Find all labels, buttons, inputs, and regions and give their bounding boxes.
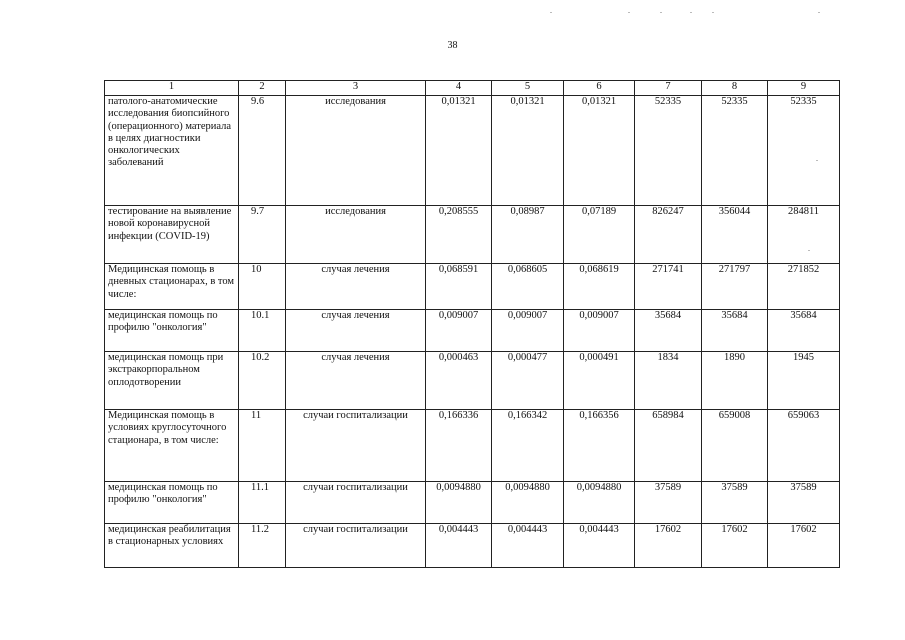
value-cell: 826247	[635, 206, 702, 264]
value-cell: 659063	[768, 410, 840, 482]
header-row	[105, 81, 840, 96]
value-cell: 0,009007	[564, 310, 635, 352]
value-cell: 0,07189	[564, 206, 635, 264]
scan-speck	[628, 12, 630, 13]
value-cell: 0,01321	[426, 96, 492, 206]
scan-speck	[816, 160, 818, 161]
column-header: 3	[286, 81, 426, 96]
value-cell: 284811	[768, 206, 840, 264]
row-code-cell: 11	[239, 410, 286, 482]
row-unit-cell: случаи госпитализации	[286, 410, 426, 482]
value-cell: 0,01321	[564, 96, 635, 206]
table-row	[105, 96, 840, 206]
value-cell: 0,01321	[492, 96, 564, 206]
value-cell: 0,068591	[426, 264, 492, 310]
value-cell: 17602	[702, 524, 768, 568]
value-cell: 52335	[702, 96, 768, 206]
value-cell: 0,0094880	[492, 482, 564, 524]
value-cell: 0,009007	[492, 310, 564, 352]
row-name-cell: медицинская реабилитация в стационарных условиях	[105, 524, 239, 568]
value-cell: 35684	[768, 310, 840, 352]
value-cell: 0,009007	[426, 310, 492, 352]
value-cell: 658984	[635, 410, 702, 482]
row-code-cell: 9.6	[239, 96, 286, 206]
value-cell: 271797	[702, 264, 768, 310]
column-header: 7	[635, 81, 702, 96]
value-cell: 0,004443	[426, 524, 492, 568]
row-unit-cell: случаи госпитализации	[286, 524, 426, 568]
row-code-cell: 10.2	[239, 352, 286, 410]
row-name-cell: патолого-анатомические исследования биопсийного (операционного) материала в целях диагностики онкологических заболеваний	[105, 96, 239, 206]
row-unit-cell: случаи госпитализации	[286, 482, 426, 524]
row-name-cell: Медицинская помощь в дневных стационарах, в том числе:	[105, 264, 239, 310]
row-unit-cell: случая лечения	[286, 310, 426, 352]
value-cell: 0,004443	[492, 524, 564, 568]
row-code-cell: 10	[239, 264, 286, 310]
table-row	[105, 410, 840, 482]
table-row	[105, 352, 840, 410]
value-cell: 0,166336	[426, 410, 492, 482]
column-header: 8	[702, 81, 768, 96]
column-header: 9	[768, 81, 840, 96]
value-cell: 0,166342	[492, 410, 564, 482]
row-unit-cell: исследования	[286, 206, 426, 264]
table-row	[105, 482, 840, 524]
row-unit-cell: исследования	[286, 96, 426, 206]
scan-speck	[550, 12, 552, 13]
table-row	[105, 524, 840, 568]
page-number: 38	[447, 40, 458, 51]
row-name-cell: медицинская помощь при экстракорпоральном оплодотворении	[105, 352, 239, 410]
value-cell: 1890	[702, 352, 768, 410]
value-cell: 0,208555	[426, 206, 492, 264]
value-cell: 17602	[635, 524, 702, 568]
value-cell: 37589	[768, 482, 840, 524]
column-header: 5	[492, 81, 564, 96]
row-name-cell: медицинская помощь по профилю "онкология"	[105, 310, 239, 352]
value-cell: 0,068619	[564, 264, 635, 310]
value-cell: 52335	[768, 96, 840, 206]
value-cell: 0,08987	[492, 206, 564, 264]
row-code-cell: 9.7	[239, 206, 286, 264]
scan-speck	[690, 12, 692, 13]
row-code-cell: 11.2	[239, 524, 286, 568]
value-cell: 1945	[768, 352, 840, 410]
table-row	[105, 206, 840, 264]
scan-speck	[712, 12, 714, 13]
value-cell: 37589	[635, 482, 702, 524]
value-cell: 52335	[635, 96, 702, 206]
value-cell: 0,000463	[426, 352, 492, 410]
value-cell: 1834	[635, 352, 702, 410]
value-cell: 0,000477	[492, 352, 564, 410]
value-cell: 659008	[702, 410, 768, 482]
value-cell: 0,166356	[564, 410, 635, 482]
table-row	[105, 310, 840, 352]
row-name-cell: медицинская помощь по профилю "онкология"	[105, 482, 239, 524]
row-name-cell: Медицинская помощь в условиях круглосуточного стационара, в том числе:	[105, 410, 239, 482]
value-cell: 0,000491	[564, 352, 635, 410]
value-cell: 271852	[768, 264, 840, 310]
value-cell: 356044	[702, 206, 768, 264]
column-header: 4	[426, 81, 492, 96]
value-cell: 0,0094880	[564, 482, 635, 524]
data-table	[104, 80, 840, 568]
value-cell: 37589	[702, 482, 768, 524]
value-cell: 0,068605	[492, 264, 564, 310]
value-cell: 0,0094880	[426, 482, 492, 524]
value-cell: 17602	[768, 524, 840, 568]
scan-speck	[808, 250, 810, 251]
row-code-cell: 11.1	[239, 482, 286, 524]
column-header: 2	[239, 81, 286, 96]
value-cell: 35684	[702, 310, 768, 352]
value-cell: 35684	[635, 310, 702, 352]
row-code-cell: 10.1	[239, 310, 286, 352]
row-name-cell: тестирование на выявление новой коронавирусной инфекции (COVID-19)	[105, 206, 239, 264]
row-unit-cell: случая лечения	[286, 352, 426, 410]
column-header: 1	[105, 81, 239, 96]
row-unit-cell: случая лечения	[286, 264, 426, 310]
scan-speck	[818, 12, 820, 13]
value-cell: 0,004443	[564, 524, 635, 568]
table-row	[105, 264, 840, 310]
scan-speck	[660, 12, 662, 13]
column-header: 6	[564, 81, 635, 96]
value-cell: 271741	[635, 264, 702, 310]
